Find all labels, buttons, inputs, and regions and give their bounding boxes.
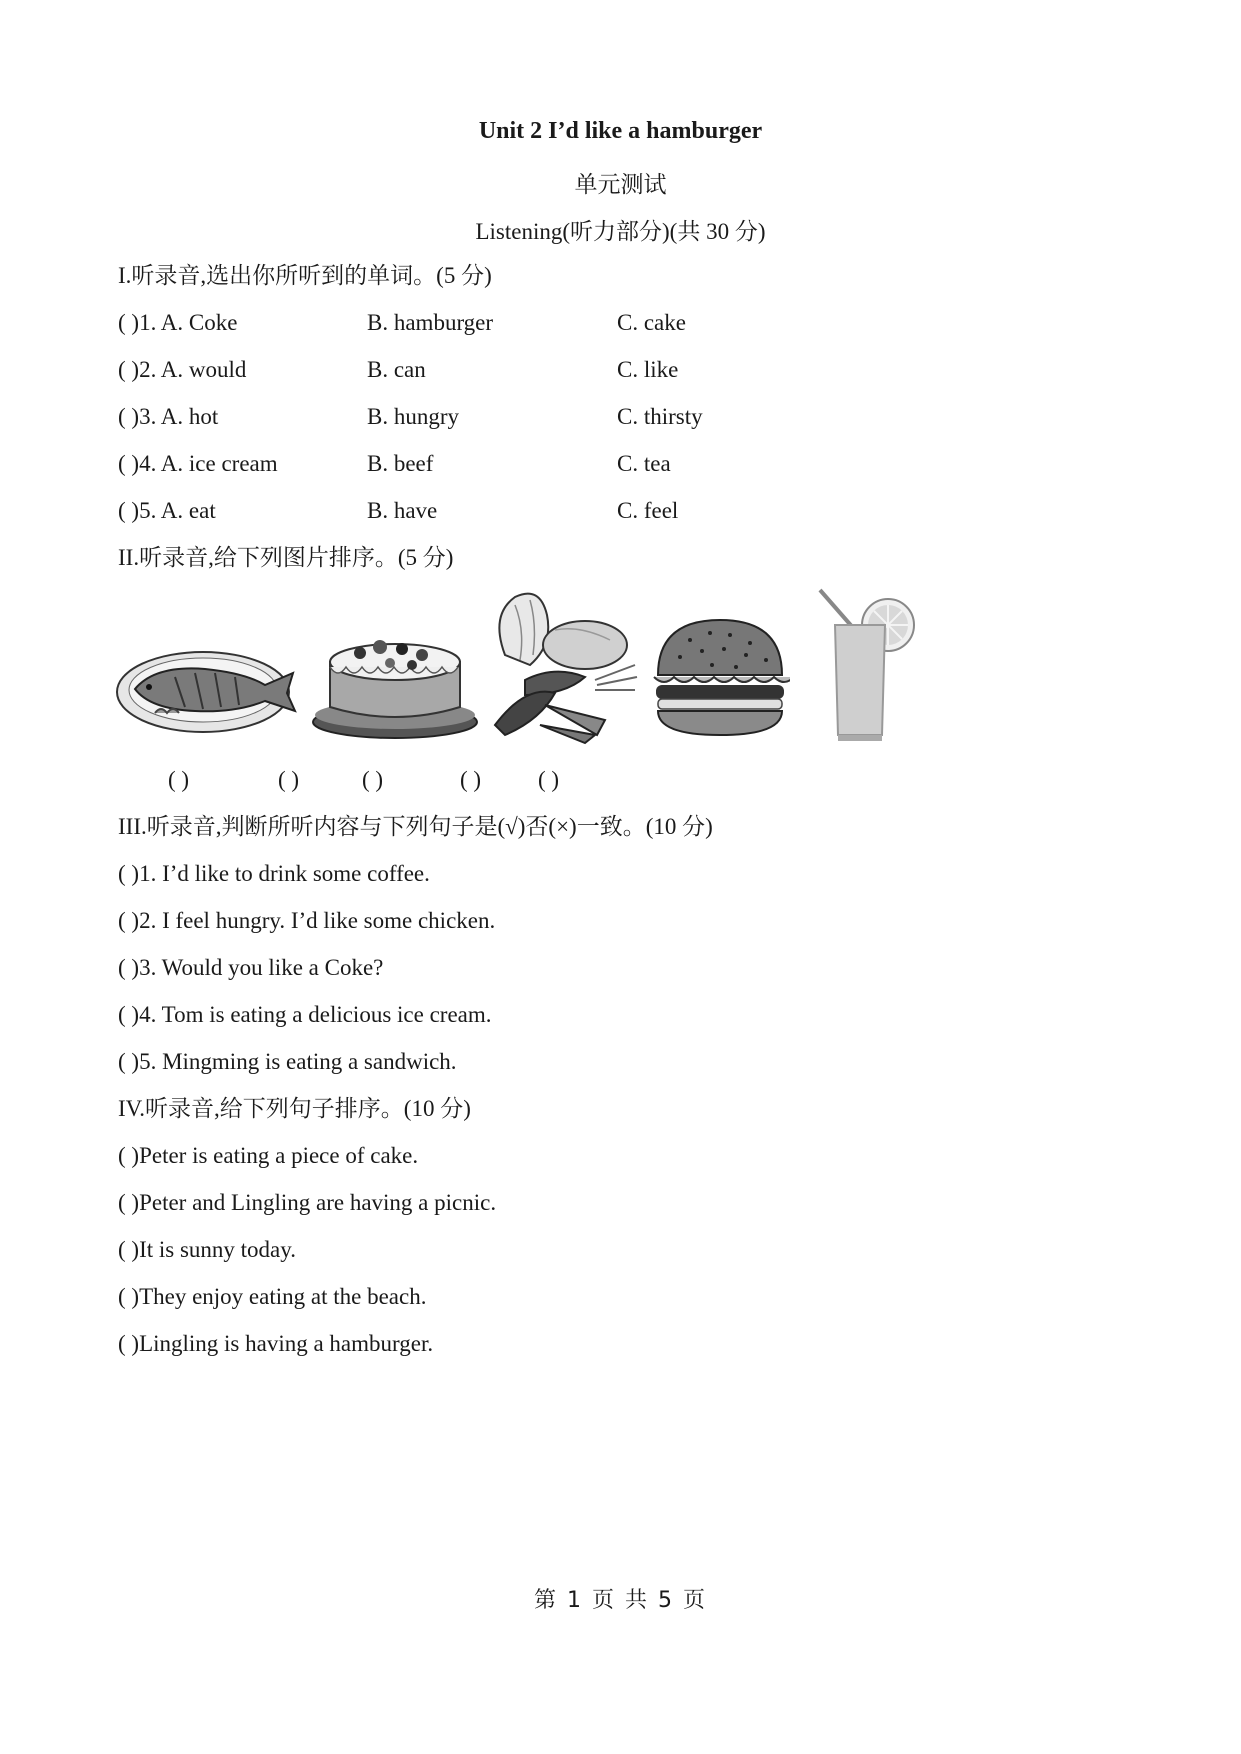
part1-q2-b: B. can: [367, 357, 426, 382]
blank-2[interactable]: ( ): [278, 767, 300, 792]
part3-item-4: ( )4. Tom is eating a delicious ice cream.: [118, 1002, 492, 1027]
part1-q2-a: ( )2. A. would: [118, 357, 247, 382]
part2-heading: II.听录音,给下列图片排序。(5 分): [118, 545, 454, 570]
part1-q1-c: C. cake: [617, 310, 686, 335]
part1-q3-b: B. hungry: [367, 404, 459, 429]
part3-item-2: ( )2. I feel hungry. I’d like some chicken.: [118, 908, 496, 933]
page-number: 第 1 页 共 5 页: [534, 1588, 707, 1613]
fish-plate-icon: [115, 637, 305, 737]
part3-item-3: ( )3. Would you like a Coke?: [118, 955, 384, 980]
part1-q5-b: B. have: [367, 498, 438, 523]
part4-item-1: ( )Peter is eating a piece of cake.: [118, 1143, 419, 1168]
blank-1[interactable]: ( ): [168, 767, 190, 792]
juice-glass-icon: [810, 585, 915, 745]
picture-row: [115, 585, 935, 750]
part1-q3-c: C. thirsty: [617, 404, 703, 429]
cake-icon: [310, 617, 480, 742]
vegetables-icon: [485, 585, 640, 745]
blank-4[interactable]: ( ): [460, 767, 482, 792]
part1-q1-a: ( )1. A. Coke: [118, 310, 238, 335]
part1-q5-a: ( )5. A. eat: [118, 498, 216, 523]
part3-item-5: ( )5. Mingming is eating a sandwich.: [118, 1049, 457, 1074]
blank-5[interactable]: ( ): [538, 767, 560, 792]
part4-item-3: ( )It is sunny today.: [118, 1237, 297, 1262]
part4-heading: IV.听录音,给下列句子排序。(10 分): [118, 1096, 471, 1121]
part1-q5-c: C. feel: [617, 498, 679, 523]
part1-q1-b: B. hamburger: [367, 310, 494, 335]
part3-item-1: ( )1. I’d like to drink some coffee.: [118, 861, 430, 886]
part4-item-4: ( )They enjoy eating at the beach.: [118, 1284, 427, 1309]
part3-heading: III.听录音,判断所听内容与下列句子是(√)否(×)一致。(10 分): [118, 814, 713, 839]
hamburger-icon: [650, 615, 790, 740]
part1-q4-a: ( )4. A. ice cream: [118, 451, 278, 476]
part1-q3-a: ( )3. A. hot: [118, 404, 219, 429]
part1-heading: I.听录音,选出你所听到的单词。(5 分): [118, 263, 492, 288]
part4-item-2: ( )Peter and Lingling are having a picnic.: [118, 1190, 497, 1215]
page-title: Unit 2 I’d like a hamburger: [478, 118, 763, 144]
section-title: Listening(听力部分)(共 30 分): [475, 219, 766, 244]
page-subtitle: 单元测试: [574, 172, 667, 198]
part1-q4-c: C. tea: [617, 451, 671, 476]
part1-q4-b: B. beef: [367, 451, 434, 476]
blank-3[interactable]: ( ): [362, 767, 384, 792]
part4-item-5: ( )Lingling is having a hamburger.: [118, 1331, 434, 1356]
part1-q2-c: C. like: [617, 357, 679, 382]
